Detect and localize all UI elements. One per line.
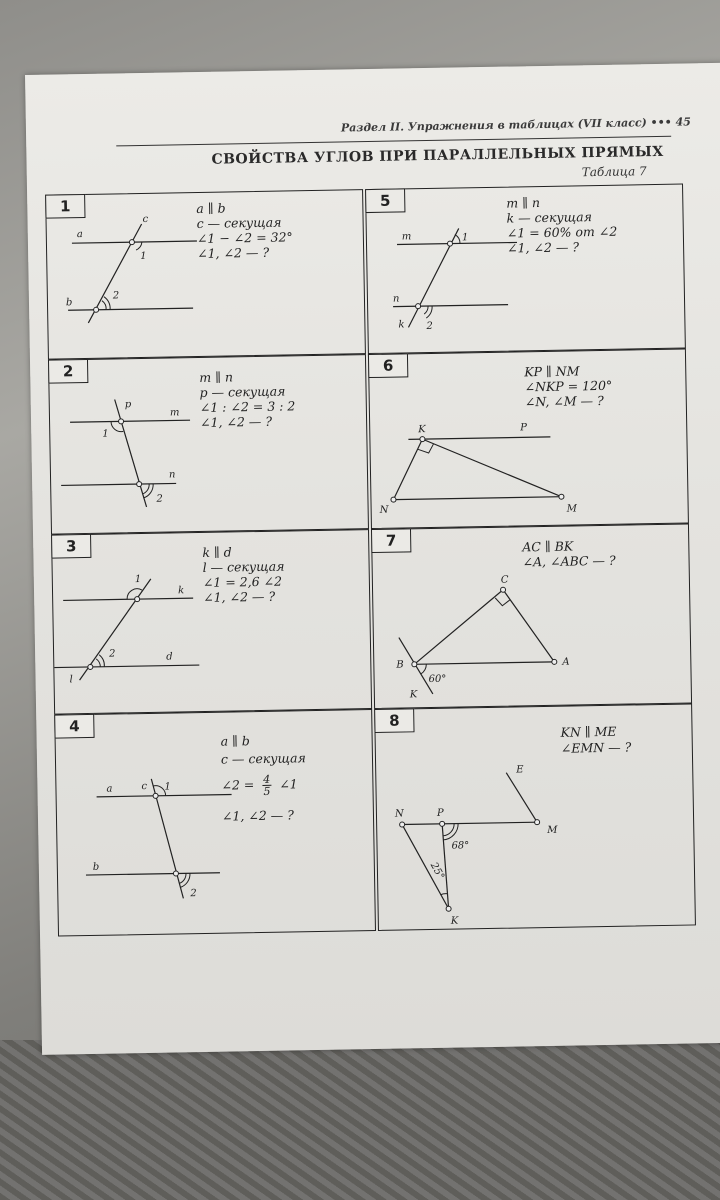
- exercise-cell-2: [48, 354, 369, 535]
- label-d: d: [166, 651, 173, 663]
- label-p: p: [124, 399, 132, 411]
- label-60: 60°: [428, 673, 447, 686]
- condition-line: KP ∥ NM: [524, 363, 580, 380]
- condition-line: ∠1, ∠2 — ?: [506, 239, 580, 256]
- angle-arc-2: [102, 301, 106, 310]
- exercise-cell-8: [374, 703, 696, 931]
- condition-line: ∠1, ∠2 — ?: [197, 244, 270, 262]
- angle-arc-1: [136, 242, 142, 250]
- condition-line: k ∥ d: [202, 544, 232, 560]
- intersection-point: [153, 793, 158, 798]
- label-n: n: [392, 293, 400, 305]
- label-M: M: [566, 503, 578, 515]
- label-a: a: [106, 783, 113, 795]
- segment-ca: [503, 589, 554, 663]
- exercise-number: 5: [365, 188, 405, 213]
- point-b: [412, 662, 417, 667]
- intersection-point: [119, 419, 124, 424]
- label-c: c: [141, 780, 148, 793]
- line-b: [68, 308, 193, 310]
- diagram-4: [55, 710, 377, 938]
- label-P: P: [436, 807, 444, 819]
- label-2: 2: [109, 648, 116, 660]
- condition-line: KN ∥ ME: [560, 723, 617, 740]
- condition-line: a ∥ b: [196, 200, 226, 217]
- label-N: N: [379, 504, 389, 516]
- exercise-cell-5: [365, 184, 686, 355]
- segment-ba: [414, 662, 554, 664]
- label-B: B: [396, 659, 404, 671]
- label-C: C: [500, 574, 509, 586]
- segment-pk: [442, 824, 448, 909]
- angle-arc-2: [143, 484, 153, 498]
- label-A: A: [562, 656, 570, 668]
- condition-line: ∠1 = 2,6 ∠2: [202, 573, 283, 590]
- label-1: 1: [134, 574, 142, 586]
- angle-arc-25: [440, 894, 447, 895]
- table-label: Таблица 7: [581, 164, 647, 180]
- label-K: K: [450, 915, 459, 927]
- label-2: 2: [190, 888, 197, 900]
- label-68: 68°: [451, 840, 470, 852]
- point-k: [446, 906, 451, 911]
- condition-line: p — секущая: [199, 383, 286, 401]
- condition-line: AC ∥ BK: [522, 538, 574, 555]
- running-header: Раздел II. Упражнения в таблицах (VII класс) ••• 45: [340, 115, 691, 135]
- label-m: m: [169, 407, 180, 419]
- fraction-suffix: ∠1: [279, 776, 298, 792]
- fraction-denominator: 5: [263, 784, 271, 798]
- point-c: [501, 587, 506, 592]
- page-title: СВОЙСТВА УГЛОВ ПРИ ПАРАЛЛЕЛЬНЫХ ПРЯМЫХ: [211, 143, 664, 168]
- background-fabric: [0, 1040, 720, 1200]
- label-K: K: [418, 424, 426, 436]
- exercise-number: 1: [45, 194, 85, 219]
- condition-line: c — секущая: [220, 750, 306, 767]
- segment-me: [506, 772, 537, 823]
- line-m: [397, 242, 517, 244]
- condition-line: ∠NKP = 120°: [524, 377, 613, 395]
- point-p: [440, 821, 445, 826]
- transversal-p: [115, 399, 147, 508]
- exercise-cell-1: [45, 189, 366, 360]
- exercise-number: 6: [368, 353, 408, 378]
- condition-line: m ∥ n: [506, 195, 541, 211]
- exercise-grid: [45, 183, 698, 936]
- condition-line: ∠1 : ∠2 = 3 : 2: [199, 398, 296, 415]
- condition-line: ∠1 = 60% от ∠2: [506, 223, 618, 241]
- label-K: K: [409, 689, 418, 701]
- label-1: 1: [102, 428, 109, 440]
- diagram-6: [369, 349, 690, 530]
- line-m: [70, 420, 190, 422]
- right-angle-mark: [495, 598, 510, 606]
- intersection-point: [173, 871, 178, 876]
- label-2: 2: [426, 320, 433, 333]
- line-k: [63, 598, 193, 600]
- intersection-point: [88, 664, 93, 669]
- label-M: M: [547, 824, 558, 836]
- diagram-7: [372, 524, 693, 710]
- intersection-point: [94, 307, 99, 312]
- exercise-number: 7: [371, 528, 411, 553]
- point-m: [559, 494, 564, 499]
- condition-line: ∠1, ∠2 — ?: [199, 413, 273, 430]
- condition-line: l — секущая: [202, 558, 285, 575]
- label-b: b: [92, 861, 100, 873]
- label-n: n: [168, 469, 176, 481]
- diagram-8: [375, 704, 697, 932]
- line-d: [54, 665, 199, 668]
- label-1: 1: [461, 232, 469, 244]
- line-nm: [402, 822, 537, 824]
- angle-arc-2: [426, 306, 432, 318]
- condition-line: ∠A, ∠ABC — ?: [522, 552, 616, 570]
- label-2: 2: [112, 290, 120, 302]
- intersection-point: [416, 304, 421, 309]
- label-1: 1: [140, 250, 147, 263]
- diagram-3: [52, 530, 373, 716]
- label-E: E: [516, 764, 524, 776]
- diagram-2: [49, 355, 370, 536]
- diagram-1: [46, 190, 367, 361]
- line-n: [61, 483, 176, 485]
- exercise-cell-6: [368, 349, 689, 530]
- angle-arc-2: [142, 484, 149, 494]
- condition-line: k — секущая: [506, 209, 593, 226]
- angle-arc-2: [424, 306, 428, 314]
- intersection-point: [135, 597, 140, 602]
- condition-line: ∠N, ∠M — ?: [524, 392, 604, 410]
- label-a: a: [76, 229, 83, 241]
- angle-arc-68: [443, 824, 454, 836]
- exercise-number: 3: [51, 534, 91, 559]
- label-l: l: [69, 674, 73, 686]
- line-b: [86, 873, 220, 875]
- fraction-prefix: ∠2 =: [221, 777, 255, 793]
- intersection-point: [129, 240, 134, 245]
- exercise-cell-4: [54, 709, 376, 937]
- line-n: [393, 305, 508, 307]
- label-1: 1: [164, 781, 171, 793]
- angle-arc-2: [179, 873, 186, 883]
- worksheet-page: [25, 63, 720, 1055]
- label-c: c: [142, 213, 149, 225]
- intersection-point: [137, 482, 142, 487]
- point-n: [391, 497, 396, 502]
- label-P: P: [520, 422, 528, 434]
- exercise-number: 4: [54, 714, 94, 739]
- angle-arc-60: [420, 664, 426, 674]
- line-nm: [393, 497, 561, 500]
- condition-line: c — секущая: [196, 214, 282, 232]
- condition-line: ∠1, ∠2 — ?: [203, 588, 276, 605]
- label-b: b: [65, 297, 73, 309]
- condition-line: a ∥ b: [220, 733, 250, 749]
- point-n: [400, 822, 405, 827]
- line-kp: [408, 437, 550, 439]
- condition-line: ∠1 − ∠2 = 32°: [196, 229, 293, 247]
- point-m: [535, 820, 540, 825]
- exercise-number: 8: [374, 708, 414, 733]
- label-k: k: [398, 319, 405, 331]
- segment-bc: [413, 590, 504, 665]
- label-k: k: [177, 585, 185, 597]
- condition-line: m ∥ n: [199, 369, 234, 386]
- intersection-point: [447, 241, 452, 246]
- exercise-number: 2: [48, 359, 88, 384]
- point-k: [420, 437, 425, 442]
- line-a: [97, 795, 232, 797]
- segment-kn: [392, 439, 423, 500]
- condition-line: ∠1, ∠2 — ?: [221, 807, 295, 824]
- exercise-cell-7: [371, 523, 692, 709]
- fraction-numerator: 4: [263, 772, 271, 786]
- label-2: 2: [156, 493, 163, 505]
- exercise-cell-3: [51, 529, 372, 715]
- label-N: N: [394, 808, 404, 820]
- angle-arc-2: [180, 873, 190, 887]
- condition-line: ∠EMN — ?: [560, 739, 632, 756]
- point-a: [552, 659, 557, 664]
- label-m: m: [401, 231, 412, 243]
- segment-km: [422, 437, 561, 499]
- label-25: 25°: [427, 860, 447, 882]
- angle-arc-2: [96, 659, 100, 667]
- diagram-5: [366, 185, 687, 356]
